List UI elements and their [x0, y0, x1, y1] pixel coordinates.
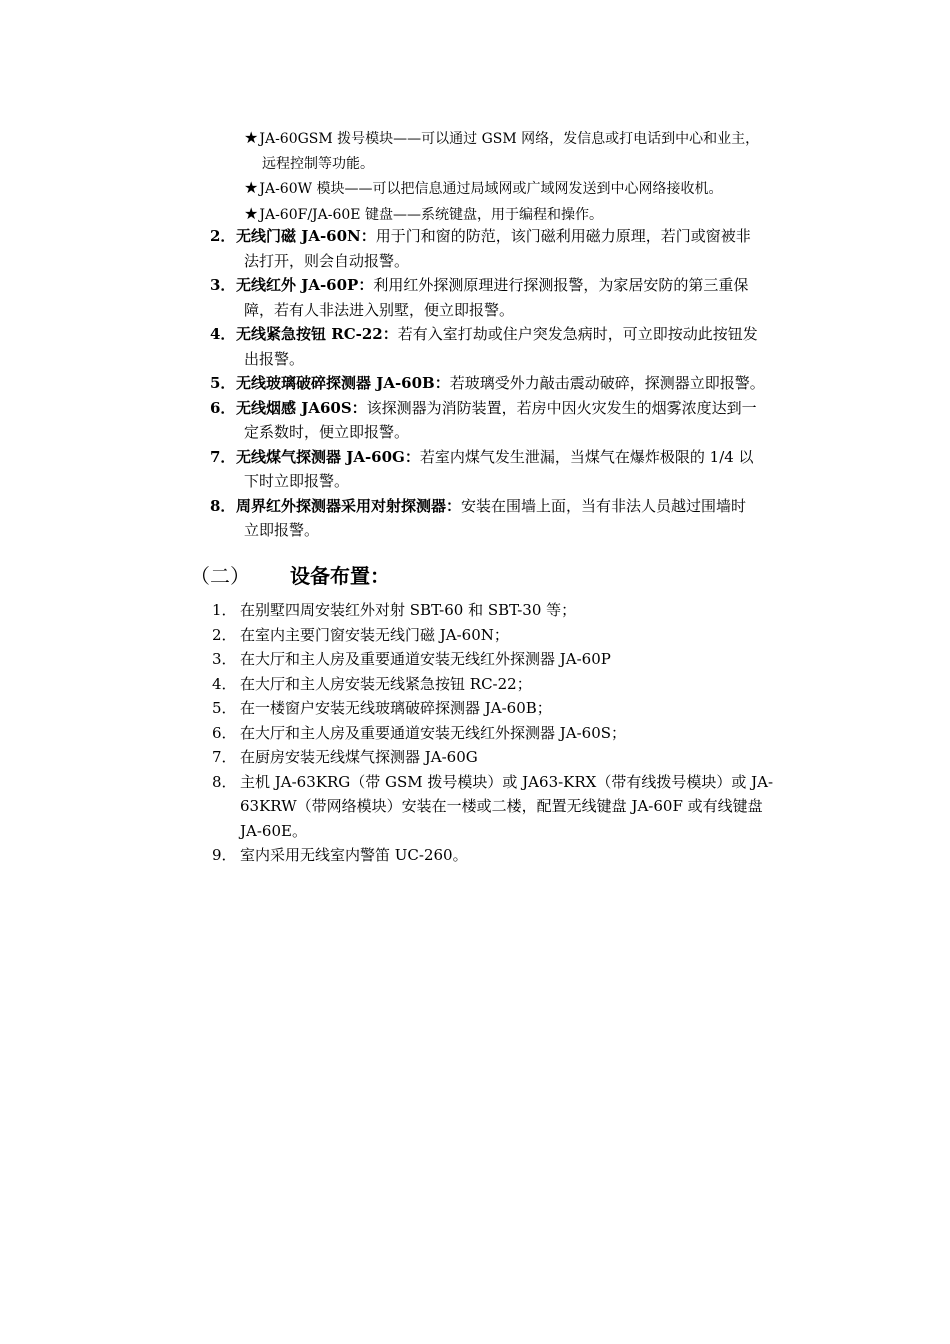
list-item: 5． 无线玻璃破碎探测器 JA-60B：若玻璃受外力敲击震动破碎，探测器立即报警。: [210, 374, 765, 392]
list-item: 2． 在室内主要门窗安装无线门磁 JA-60N；: [212, 625, 509, 644]
list-item: 8． 主机 JA-63KRG（带 GSM 拨号模块）或 JA63-KRX（带有线拨号模块）或 JA- 63KRW（带网络模块）安装在一楼或二楼，配置无线键盘 JA-60F 或有线键盘 JA-60E。: [212, 772, 774, 840]
list-item: 1． 在别墅四周安装红外对射 SBT-60 和 SBT-30 等；: [212, 601, 577, 619]
layout-list: [212, 598, 812, 868]
list-item: 2． 无线门磁 JA-60N：用于门和窗的防范，该门磁利用磁力原理，若门或窗被非 法打开，则会自动报警。: [210, 227, 751, 270]
star-icon: ★: [244, 203, 259, 223]
star-icon: ★: [244, 178, 259, 197]
list-item: 8． 周界红外探测器采用对射探测器：安装在围墙上面，当有非法人员越过围墙时 立即报警。: [210, 496, 747, 539]
module-list: [244, 126, 844, 227]
list-item: 7． 无线煤气探测器 JA-60G：若室内煤气发生泄漏，当煤气在爆炸极限的 1/4 以 下时立即报警。: [210, 447, 754, 490]
list-item: 6． 无线烟感 JA60S：该探测器为消防装置，若房中因火灾发生的烟雾浓度达到一 定系数时，便立即报警。: [210, 398, 757, 441]
list-item: ★JA-60W 模块——可以把信息通过局域网或广域网发送到中心网络接收机。: [244, 178, 723, 197]
list-item: 4． 无线紧急按钮 RC-22：若有入室打劫或住户突发急病时，可立即按动此按钮发 出报警。: [210, 325, 758, 368]
list-item: 9． 室内采用无线室内警笛 UC-260。: [212, 846, 468, 864]
list-item: 3． 在大厅和主人房及重要通道安装无线红外探测器 JA-60P: [212, 650, 611, 668]
section-heading: （二） 设备布置：: [190, 564, 390, 588]
device-list: [210, 224, 820, 543]
list-item: 7． 在厨房安装无线煤气探测器 JA-60G: [212, 748, 478, 766]
list-item: ★JA-60F/JA-60E 键盘——系统键盘，用于编程和操作。: [244, 203, 603, 223]
list-item: 5． 在一楼窗户安装无线玻璃破碎探测器 JA-60B；: [212, 699, 552, 717]
list-item: ★JA-60GSM 拨号模块——可以通过 GSM 网络，发信息或打电话到中心和业主， 远程控制等功能。: [244, 128, 760, 172]
list-item: 6． 在大厅和主人房及重要通道安装无线红外探测器 JA-60S；: [212, 723, 627, 742]
star-icon: ★: [244, 128, 259, 147]
list-item: 4． 在大厅和主人房安装无线紧急按钮 RC-22；: [212, 674, 532, 693]
list-item: 3． 无线红外 JA-60P：利用红外探测原理进行探测报警，为家居安防的第三重保 障，若有人非法进入别墅，便立即报警。: [210, 276, 749, 319]
